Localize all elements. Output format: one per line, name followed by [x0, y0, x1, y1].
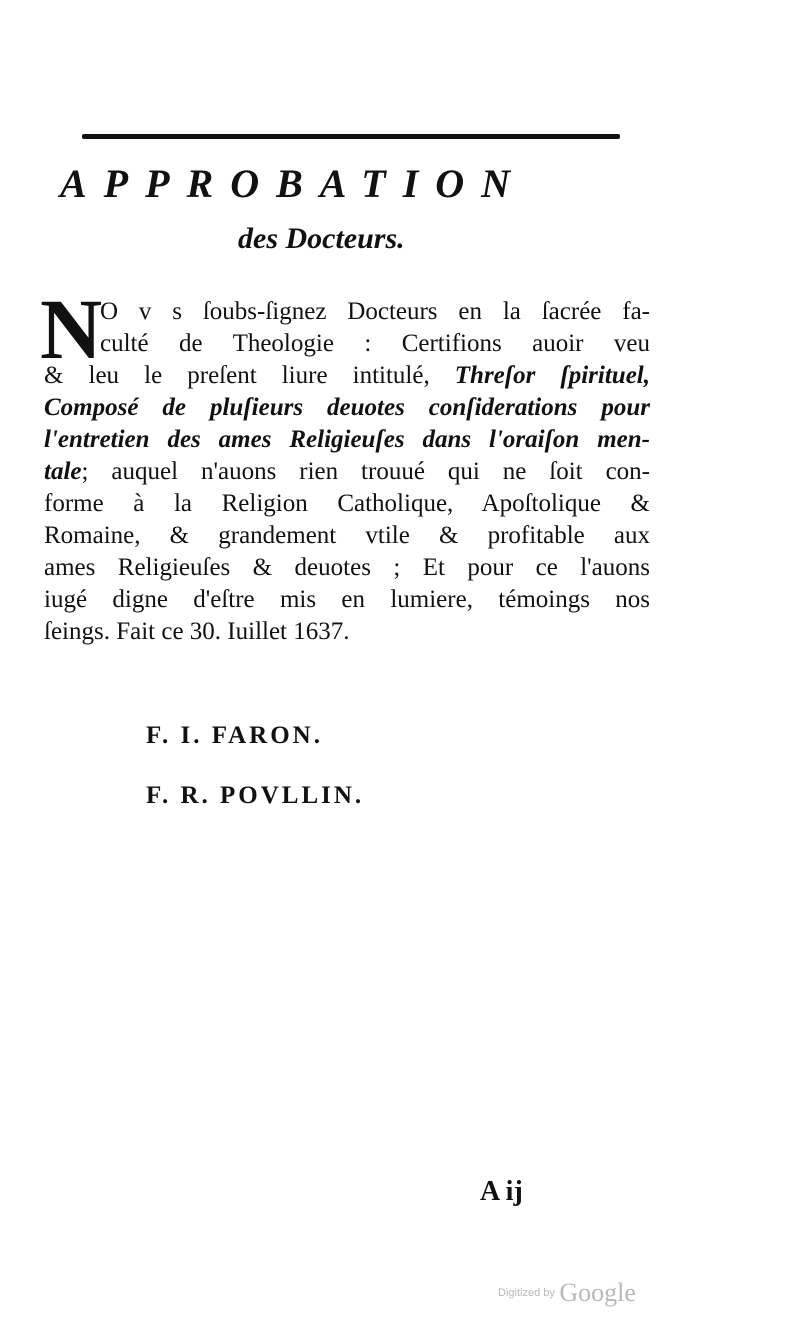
- gathering-signature-mark: A ij: [480, 1176, 523, 1207]
- drop-cap: N: [40, 281, 103, 377]
- text-line: Romaine, & grandement vtile & profitable aux: [44, 522, 650, 549]
- signature-faron: F. I. FARON.: [146, 722, 323, 749]
- text-line: forme à la Religion Catholique, Apoſtolique &: [44, 490, 650, 517]
- text-line: & leu le preſent liure intitulé, Threſor ſpirituel,: [44, 362, 650, 389]
- top-rule: [82, 134, 620, 139]
- signature-poullin: F. R. POVLLIN.: [146, 782, 365, 809]
- text-line: Composé de pluſieurs deuotes conſiderations pour: [44, 394, 650, 421]
- page-title: APPROBATION: [60, 161, 528, 206]
- approbation-text: [44, 296, 650, 648]
- text-line: tale; auquel n'auons rien trouué qui ne ſoit con-: [44, 458, 650, 485]
- digitized-watermark: [498, 1278, 636, 1308]
- text-line: O v s ſoubs-ſignez Docteurs en la ſacrée fa-: [100, 298, 650, 325]
- page-subtitle: des Docteurs.: [238, 222, 405, 255]
- watermark-prefix: Digitized by: [498, 1287, 555, 1299]
- text-line: l'entretien des ames Religieuſes dans l'oraiſon men-: [44, 426, 650, 453]
- text-line: ames Religieuſes & deuotes ; Et pour ce l'auons: [44, 554, 650, 581]
- google-logo: Google: [559, 1278, 636, 1307]
- text-line: culté de Theologie : Certifions auoir veu: [100, 330, 650, 357]
- text-line: ſeings. Fait ce 30. Iuillet 1637.: [44, 618, 350, 645]
- text-line: iugé digne d'eſtre mis en lumiere, témoings nos: [44, 586, 650, 613]
